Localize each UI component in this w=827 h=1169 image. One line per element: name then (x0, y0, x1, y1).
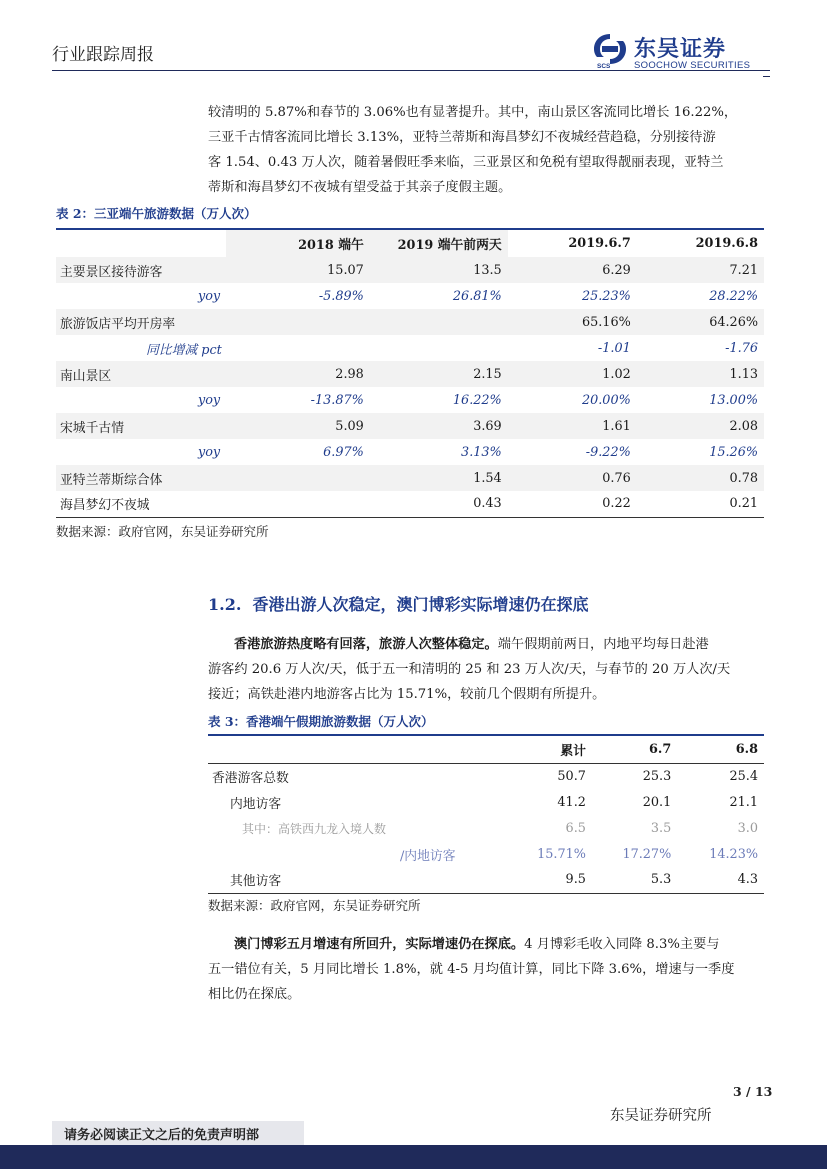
row-label: yoy (198, 444, 221, 460)
row-label: 海昌梦幻不夜城 (60, 498, 150, 514)
table-row (208, 815, 764, 841)
table-cell: 4.3 (737, 872, 758, 888)
paragraph-lead: 香港旅游热度略有回落，旅游人次整体稳定。 (234, 637, 498, 652)
table-cell: 1.54 (473, 470, 502, 486)
table-cell (226, 491, 370, 517)
logo-english-name: SOOCHOW SECURITIES (634, 60, 751, 71)
company-logo (592, 30, 772, 74)
intro-paragraph (208, 100, 768, 200)
table3-hongkong-data (208, 734, 764, 894)
table-cell: 26.81% (452, 288, 502, 304)
paragraph-line: 相比仍在探底。 (208, 987, 301, 1002)
table-row (208, 789, 764, 815)
table-cell: 3.13% (461, 444, 502, 460)
table-cell: 2.15 (473, 366, 502, 382)
table-cell: 6.97% (323, 444, 364, 460)
paragraph-line: 三亚千古情客流同比增长 3.13%，亚特兰蒂斯和海昌梦幻不夜城经营趋稳，分别接待游 (208, 130, 716, 145)
table-cell: 0.78 (729, 470, 758, 486)
table-header-cell: 6.8 (735, 741, 758, 757)
table-row (56, 387, 764, 413)
table-cell: 15.71% (537, 846, 586, 862)
table-row (56, 257, 764, 283)
soochow-logo-icon (592, 32, 628, 66)
table-header-cell: 2019.6.7 (568, 236, 631, 251)
table-header-cell: 2018 端午 (226, 229, 370, 257)
row-label: 香港游客总数 (212, 770, 289, 786)
table-row (56, 361, 764, 387)
table-header-cell (208, 735, 460, 763)
table-cell: 20.00% (581, 392, 631, 408)
table-row (56, 335, 764, 361)
table-cell: 7.21 (729, 262, 758, 278)
table-header-cell (56, 229, 226, 257)
table-cell: 0.22 (602, 496, 631, 512)
table-cell: 6.29 (602, 262, 631, 278)
table-cell: -5.89% (318, 288, 364, 304)
table-cell: -9.22% (585, 444, 631, 460)
table-cell: 1.13 (729, 366, 758, 382)
table-cell: 20.1 (642, 794, 672, 810)
table3-header-row (208, 735, 764, 763)
table-cell: 41.2 (557, 794, 586, 810)
table-cell: 15.07 (327, 262, 364, 278)
table-row (208, 867, 764, 893)
header-divider (52, 70, 770, 71)
paragraph-lead: 澳门博彩五月增速有所回升，实际增速仍在探底。 (234, 937, 525, 952)
table-row (56, 413, 764, 439)
table-cell: 3.5 (650, 820, 672, 836)
table-cell: 3.69 (473, 418, 502, 434)
section-heading (208, 592, 589, 615)
hk-paragraph (208, 632, 768, 707)
table-cell: 13.00% (709, 392, 758, 408)
table-header-cell: 6.7 (648, 741, 672, 757)
table3-source: 数据来源：政府官网，东吴证券研究所 (208, 898, 421, 913)
table-row (56, 491, 764, 517)
table-cell: 6.5 (565, 820, 586, 836)
table3-caption: 表 3：香港端午假期旅游数据（万人次） (208, 714, 434, 729)
table-cell: 14.23% (709, 846, 758, 862)
footer-bar (0, 1145, 827, 1169)
table-cell: 5.3 (650, 872, 672, 888)
table-cell: 15.26% (709, 444, 758, 460)
row-label: 南山景区 (60, 368, 112, 384)
table2-header-row (56, 229, 764, 257)
row-label: yoy (198, 288, 221, 304)
disclaimer-note: 请务必阅读正文之后的免责声明部 (64, 1128, 260, 1143)
row-label: 其他访客 (230, 874, 282, 890)
row-label: 亚特兰蒂斯综合体 (60, 472, 163, 488)
macau-paragraph (208, 932, 768, 1007)
table-cell: 25.23% (581, 288, 631, 304)
table-row (56, 309, 764, 335)
table-cell: 0.43 (473, 496, 502, 512)
paragraph-text: 端午假期前两日，内地平均每日赴港 (497, 637, 709, 652)
table-cell: 25.3 (642, 768, 672, 784)
table2-sanya-data (56, 228, 764, 518)
page-number: 3 / 13 (733, 1084, 773, 1099)
row-label: 同比增减 pct (146, 342, 222, 358)
table-row (56, 283, 764, 309)
table-cell: 1.61 (602, 418, 631, 434)
logo-abbreviation: SCS (597, 63, 611, 70)
table-cell: 5.09 (335, 418, 364, 434)
table-cell: 1.02 (602, 366, 631, 382)
table-row (56, 439, 764, 465)
paragraph-line: 游客约 20.6 万人次/天，低于五一和清明的 25 和 23 万人次/天，与春节的 20 万人次/天 (208, 662, 731, 677)
table-cell (226, 335, 370, 361)
table-cell: 0.76 (602, 470, 631, 486)
report-type-label: 行业跟踪周报 (52, 45, 154, 65)
table2-source: 数据来源：政府官网，东吴证券研究所 (56, 524, 269, 539)
table-cell: 65.16% (581, 314, 631, 330)
row-label: 其中：高铁西九龙入境人数 (242, 821, 387, 836)
row-label: 主要景区接待游客 (60, 264, 163, 280)
table-cell: -1.76 (725, 340, 758, 356)
table-row (208, 841, 764, 867)
table-cell: 2.08 (729, 418, 758, 434)
table-cell: 64.26% (709, 314, 758, 330)
table-cell (226, 465, 370, 491)
table-header-cell: 累计 (560, 743, 586, 759)
table-cell: 21.1 (729, 794, 758, 810)
footer-organization: 东吴证券研究所 (610, 1108, 712, 1124)
table2-caption: 表 2：三亚端午旅游数据（万人次） (56, 206, 257, 221)
table-cell: 2.98 (335, 366, 364, 382)
header-divider-tick (763, 76, 770, 77)
table-header-cell: 2019.6.8 (695, 236, 758, 251)
table-cell: 25.4 (729, 768, 758, 784)
row-label: /内地访客 (400, 848, 456, 864)
section-title-text: 香港出游人次稳定，澳门博彩实际增速仍在探底 (252, 595, 589, 614)
table-cell (370, 335, 508, 361)
logo-chinese-name: 东吴证券 (634, 37, 727, 62)
table-cell: 9.5 (565, 872, 586, 888)
table-cell: 28.22% (709, 288, 758, 304)
table-cell: 3.0 (737, 820, 758, 836)
table-cell: 0.21 (729, 496, 758, 512)
table-cell: 16.22% (452, 392, 502, 408)
paragraph-text: 4 月博彩毛收入同降 8.3%主要与 (524, 937, 720, 952)
row-label: yoy (198, 392, 221, 408)
table-cell: -1.01 (597, 340, 631, 356)
table-header-cell: 2019 端午前两天 (370, 229, 508, 257)
table-cell: 17.27% (622, 846, 672, 862)
table-cell (370, 309, 508, 335)
paragraph-line: 蒂斯和海昌梦幻不夜城有望受益于其亲子度假主题。 (208, 180, 512, 195)
table-cell: -13.87% (310, 392, 364, 408)
paragraph-line (208, 932, 768, 957)
row-label: 旅游饭店平均开房率 (60, 316, 176, 332)
section-number: 1.2. (208, 595, 242, 614)
row-label: 内地访客 (230, 796, 282, 812)
paragraph-line (208, 632, 768, 657)
table-cell: 13.5 (473, 262, 502, 278)
paragraph-line: 较清明的 5.87%和春节的 3.06%也有显著提升。其中，南山景区客流同比增长 16.22%， (208, 105, 738, 120)
table-row (208, 763, 764, 789)
table-cell (226, 309, 370, 335)
table-cell: 50.7 (557, 768, 586, 784)
paragraph-line: 五一错位有关，5 月同比增长 1.8%，就 4-5 月均值计算，同比下降 3.6%，增速与一季度 (208, 962, 735, 977)
paragraph-line: 接近；高铁赴港内地游客占比为 15.71%，较前几个假期有所提升。 (208, 687, 606, 702)
paragraph-line: 客 1.54、0.43 万人次，随着暑假旺季来临，三亚景区和免税有望取得靓丽表现，亚特兰 (208, 155, 724, 170)
table-row (56, 465, 764, 491)
row-label: 宋城千古情 (60, 420, 124, 436)
